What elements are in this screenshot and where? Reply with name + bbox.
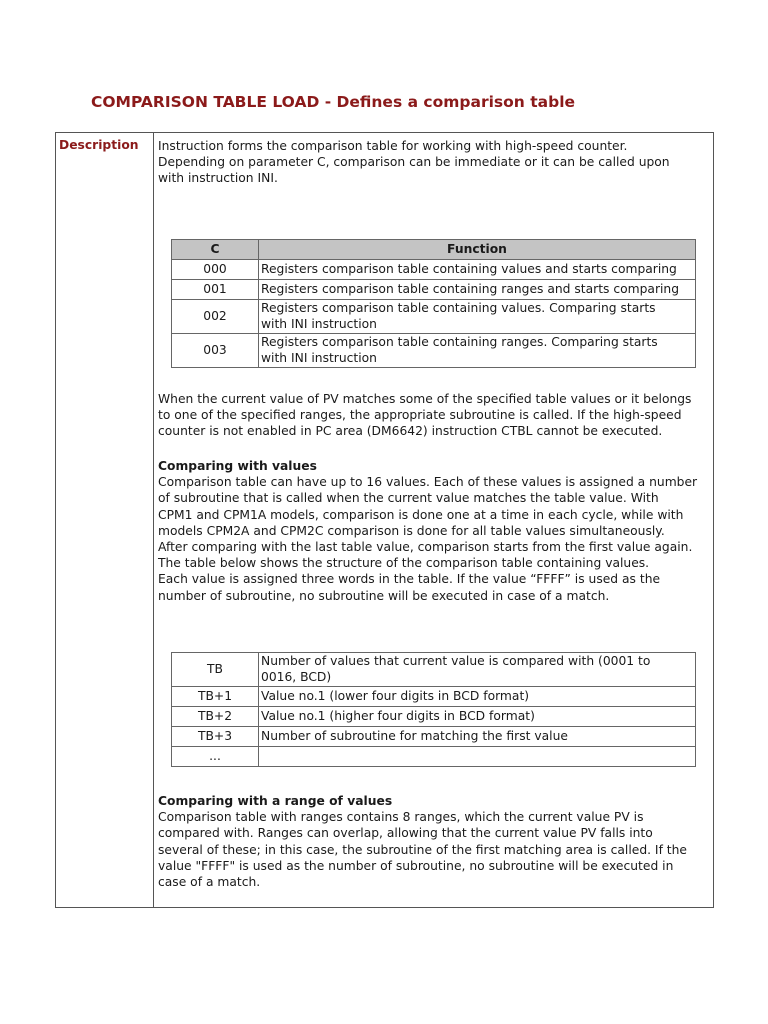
tb-word-cell: TB+1	[172, 687, 259, 707]
label-cell	[56, 133, 154, 907]
c-code-cell: 001	[172, 280, 259, 300]
table-row	[172, 747, 696, 767]
function-cell: Registers comparison table containing ranges. Comparing starts with INI instruction	[259, 334, 696, 368]
tb-word-cell: TB+3	[172, 727, 259, 747]
intro-line: Instruction forms the comparison table for working with high-speed counter.	[158, 139, 628, 153]
table-row	[172, 280, 696, 300]
tb-desc-cell	[259, 747, 696, 767]
tb-desc-cell: Value no.1 (higher four digits in BCD format)	[259, 707, 696, 727]
intro-line: with instruction INI.	[158, 171, 278, 186]
column-header-c: C	[172, 240, 259, 260]
values-section: Comparing with values Comparison table can have up to 16 values. Each of these values is assigned a number of subroutine that is called when the current value matches the table value. With CPM1 and CPM1A models, comparison is done one at a time in each cycle, while with models CPM2A and CPM2C comparison is done for all table values simultaneously. After comparing with the last table value, comparison starts from the first value again. The table below shows the structure of the comparison table containing values. Each value is assigned three words in the table. If the value “FFFF” is used as the number of subroutine, no subroutine will be executed in case of a match.	[158, 458, 712, 604]
c-code-cell: 003	[172, 334, 259, 368]
tb-word-cell: TB	[172, 653, 259, 687]
function-cell: Registers comparison table containing values and starts comparing	[259, 260, 696, 280]
tb-word-cell: ...	[172, 747, 259, 767]
table-row	[172, 260, 696, 280]
match-paragraph: When the current value of PV matches some of the specified table values or it belongs to one of the specified ranges, the appropriate subroutine is called. If the high-speed counter is not enabled in PC area (DM6642) instruction CTBL cannot be executed.	[158, 392, 692, 439]
tb-desc-cell: Number of subroutine for matching the first value	[259, 727, 696, 747]
c-code-cell: 000	[172, 260, 259, 280]
section-heading: Comparing with a range of values	[158, 794, 393, 808]
column-header-function: Function	[259, 240, 696, 260]
table-row	[172, 707, 696, 727]
intro-paragraph	[158, 138, 712, 187]
table-row	[172, 653, 696, 687]
table-row	[172, 300, 696, 334]
description-label: Description	[59, 138, 139, 152]
content-cell	[154, 133, 713, 907]
description-table	[55, 132, 714, 908]
table-row	[172, 727, 696, 747]
tb-desc-cell: Value no.1 (lower four digits in BCD format)	[259, 687, 696, 707]
tb-table	[171, 652, 696, 767]
intro-line: Depending on parameter C, comparison can be immediate or it can be called upon	[158, 155, 670, 170]
table-row	[172, 334, 696, 368]
function-cell: Registers comparison table containing ranges and starts comparing	[259, 280, 696, 300]
table-row	[172, 687, 696, 707]
tb-desc-cell: Number of values that current value is compared with (0001 to 0016, BCD)	[259, 653, 696, 687]
ranges-section: Comparing with a range of values Comparison table with ranges contains 8 ranges, which the current value PV is compared with. Ranges can overlap, allowing that the current value PV falls into several of these; in this case, the subroutine of the first matching area is called. If the value "FFFF" is used as the number of subroutine, no subroutine will be executed in case of a match.	[158, 793, 712, 890]
function-cell: Registers comparison table containing values. Comparing starts with INI instruction	[259, 300, 696, 334]
c-code-cell: 002	[172, 300, 259, 334]
tb-word-cell: TB+2	[172, 707, 259, 727]
section-heading: Comparing with values	[158, 459, 317, 473]
function-table	[171, 239, 696, 368]
page-title: COMPARISON TABLE LOAD - Defines a comparison table	[91, 93, 576, 111]
